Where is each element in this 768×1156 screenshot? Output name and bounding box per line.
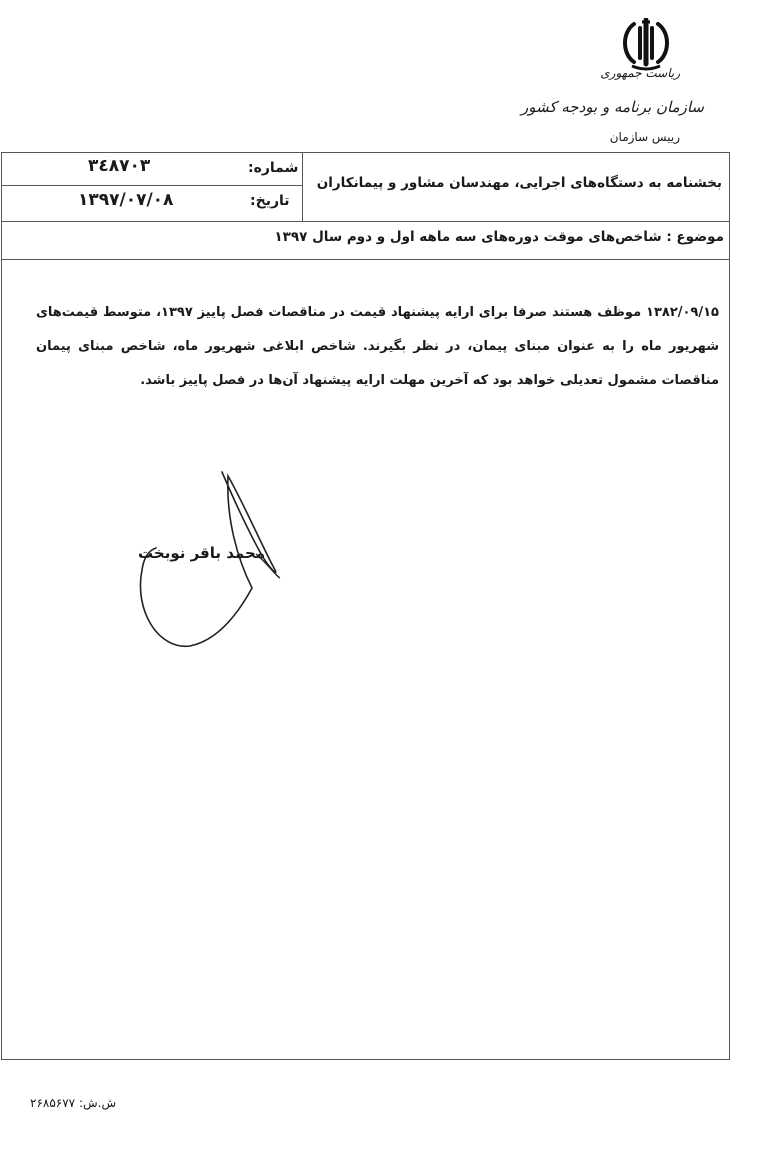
footer-reference: ش.ش: ۲۶۸۵۶۷۷ xyxy=(30,1096,117,1110)
document-frame xyxy=(1,152,730,1060)
letter-number: ۳٤۸۷۰۳ xyxy=(88,156,151,176)
org-line-organization: سازمان برنامه و بودجه کشور xyxy=(520,98,704,116)
divider xyxy=(302,153,303,221)
org-line-head: رییس سازمان xyxy=(609,130,680,144)
iran-emblem-icon xyxy=(618,18,674,72)
divider xyxy=(2,221,729,222)
recipients-line: بخشنامه به دستگاه‌های اجرایی، مهندسان مشاور و پیمانکاران xyxy=(316,175,722,191)
org-line-presidency: ریاست جمهوری xyxy=(600,66,680,80)
body-paragraph: ۱۳۸۲/۰۹/۱۵ موظف هستند صرفا برای ارایه پیشنهاد قیمت در مناقصات فصل پاییز ۱۳۹۷، متوسط قیمت‌های شهریور ماه را به عنوان مبنای پیمان، در نظر بگیرند. شاخص ابلاغی شهریور ماه، شاخص مبنای پیمان مناقصات مشمول تعدیلی خواهد بود که آخرین مهلت ارایه پیشنهاد آن‌ها در فصل پاییز باشد. xyxy=(36,305,719,388)
divider xyxy=(2,259,729,260)
divider xyxy=(2,185,302,186)
letter-date: ۱۳۹۷/۰۷/۰۸ xyxy=(78,190,174,210)
subject-line: موضوع : شاخص‌های موقت دوره‌های سه ماهه اول و دوم سال ۱۳۹۷ xyxy=(274,229,724,245)
date-label: تاریخ: xyxy=(250,193,290,209)
number-label: شماره: xyxy=(248,160,299,176)
signer-name: محمد باقر نوبخت xyxy=(138,544,266,562)
